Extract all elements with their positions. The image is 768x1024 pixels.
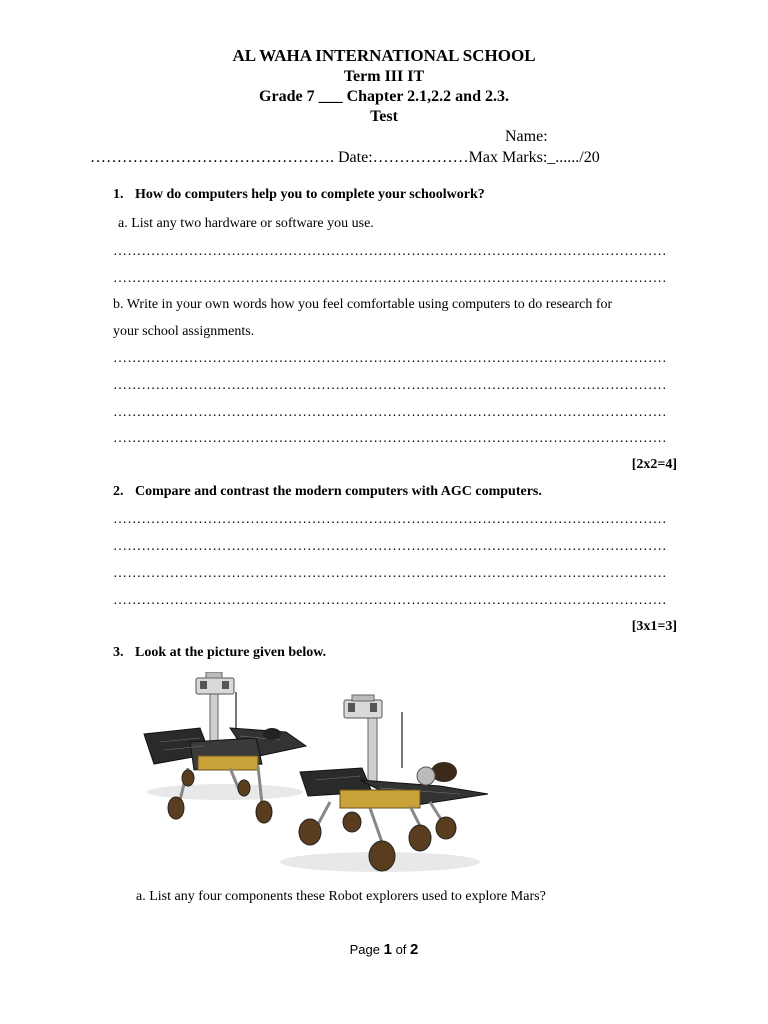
- question-text: Compare and contrast the modern computers with AGC computers.: [135, 484, 542, 499]
- term-title: Term III IT: [343, 68, 425, 85]
- question-3: [113, 645, 326, 661]
- answer-line: ………………………………………………………………………………………………………: [113, 431, 667, 446]
- grade-chapter: Grade 7 ___ Chapter 2.1,2.2 and 2.3.: [259, 88, 509, 105]
- answer-line: ………………………………………………………………………………………………………: [113, 244, 667, 259]
- question-3a: a. List any four components these Robot explorers used to explore Mars?: [136, 889, 546, 904]
- page-total: 2: [410, 941, 419, 958]
- mars-rovers-image: [140, 672, 500, 877]
- question-text: Look at the picture given below.: [135, 645, 327, 660]
- question-1a: a. List any two hardware or software you use.: [118, 216, 374, 231]
- rover-right: [280, 695, 488, 872]
- question-2: [113, 484, 542, 500]
- question-text: How do computers help you to complete your schoolwork?: [135, 187, 485, 202]
- page-footer: [0, 941, 768, 958]
- date-marks-line: ………………………………………. Date:………………Max Marks:_....../20: [90, 149, 600, 166]
- answer-line: ………………………………………………………………………………………………………: [113, 271, 667, 286]
- test-title: Test: [370, 108, 398, 125]
- question-1-marks: [2x2=4]: [631, 457, 677, 472]
- question-number: 2.: [113, 484, 124, 499]
- name-label: Name:: [505, 128, 548, 145]
- question-2-marks: [3x1=3]: [631, 619, 677, 634]
- answer-line: ………………………………………………………………………………………………………: [113, 566, 667, 581]
- page-number: 1: [383, 941, 392, 958]
- page-word: Page: [349, 942, 380, 957]
- question-number: 1.: [113, 187, 124, 202]
- answer-line: ………………………………………………………………………………………………………: [113, 593, 667, 608]
- question-1b-line2: your school assignments.: [113, 324, 255, 339]
- of-word: of: [395, 942, 407, 957]
- question-1b-line1: b. Write in your own words how you feel comfortable using computers to do research for: [113, 297, 613, 312]
- answer-line: ………………………………………………………………………………………………………: [113, 378, 667, 393]
- answer-line: ………………………………………………………………………………………………………: [113, 405, 667, 420]
- answer-line: ………………………………………………………………………………………………………: [113, 351, 667, 366]
- question-1: [113, 187, 485, 203]
- rover-left: [144, 672, 306, 823]
- school-name: AL WAHA INTERNATIONAL SCHOOL: [232, 46, 536, 65]
- question-number: 3.: [113, 645, 124, 660]
- answer-line: ………………………………………………………………………………………………………: [113, 512, 667, 527]
- answer-line: ………………………………………………………………………………………………………: [113, 539, 667, 554]
